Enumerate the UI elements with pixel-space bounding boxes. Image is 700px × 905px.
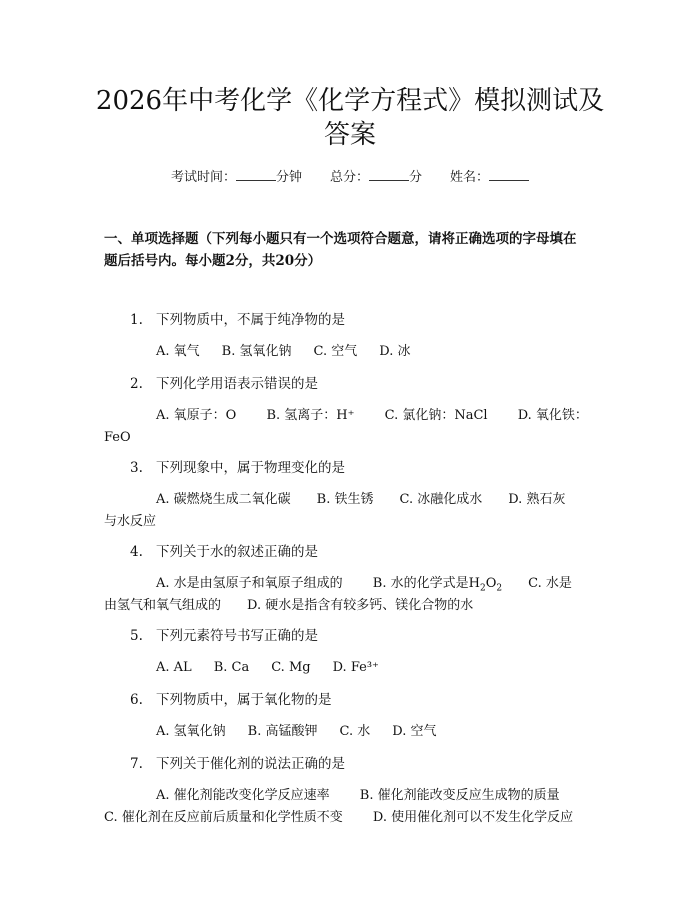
question-number: 2. [130,376,143,392]
question-text: 下列关于水的叙述正确的是 [156,544,318,560]
option-b[interactable]: B. Ca [213,660,250,675]
option-c[interactable]: C. 空气 [313,344,358,359]
question-number: 4. [130,544,143,560]
question-text: 下列现象中，属于物理变化的是 [156,460,345,476]
option-d[interactable]: D. 冰 [379,344,411,359]
question-6-options [104,722,604,742]
option-b[interactable]: B. 高锰酸钾 [247,724,318,739]
question-3-stem [104,458,624,478]
question-number: 6. [130,692,143,708]
section-heading-line2: 题后括号内。每小题2分，共20分） [104,253,322,269]
options-text-a[interactable]: A. 水是由氢原子和氧原子组成的 B. 水的化学式是H [156,576,480,591]
name-label: 姓名： [450,170,490,185]
option-d[interactable]: D. Fe³⁺ [332,660,379,675]
question-3-options-line1 [104,490,604,510]
question-number: 7. [130,756,143,772]
question-5-stem [104,626,624,646]
page-title-line2: 答案 [323,120,376,150]
question-2-stem [104,374,624,394]
question-7-stem [104,754,624,774]
question-number: 5. [130,628,143,644]
question-1-options [104,342,604,362]
option-c[interactable]: C. Mg [271,660,311,675]
page-title-line1: 2026年中考化学《化学方程式》模拟测试及 [95,86,605,116]
question-2-options-line1 [104,406,604,426]
question-4-stem [104,542,624,562]
question-2-options-line2: FeO [104,430,131,445]
option-c[interactable]: C. 水 [339,724,371,739]
option-a[interactable]: A. 氢氧化钠 [156,724,226,739]
subscript-2: 2 [496,583,503,594]
score-blank[interactable] [369,168,409,181]
option-a[interactable]: A. AL [156,660,192,675]
option-d[interactable]: D. 空气 [392,724,437,739]
question-text: 下列物质中，属于氧化物的是 [156,692,332,708]
question-1-stem [104,310,624,330]
options-text[interactable]: A. 催化剂能改变化学反应速率 B. 催化剂能改变反应生成物的质量 [156,788,560,803]
option-a[interactable]: A. 氧气 [156,344,200,359]
question-7-options-line1 [104,786,604,806]
section-heading [104,228,624,272]
exam-meta [0,168,700,188]
name-blank[interactable] [489,168,529,181]
question-6-stem [104,690,624,710]
time-blank[interactable] [236,168,276,181]
question-4-options-line1 [104,574,604,599]
option-b[interactable]: B. 氢氧化钠 [221,344,292,359]
subscript-2: 2 [479,583,486,594]
options-text[interactable]: A. 氧原子：O B. 氢离子：H⁺ C. 氯化钠：NaCl D. 氧化铁： [156,408,588,423]
options-text-c[interactable]: C. 水是 [502,576,572,591]
section-heading-line1: 一、单项选择题（下列每小题只有一个选项符合题意，请将正确选项的字母填在 [104,231,577,247]
options-text[interactable]: A. 碳燃烧生成二氧化碳 B. 铁生锈 C. 冰融化成水 D. 熟石灰 [156,492,566,507]
question-4-options-line2: 由氢气和氧气组成的 D. 硬水是指含有较多钙、镁化合物的水 [104,598,474,613]
time-unit: 分钟 [275,170,302,185]
question-number: 1. [130,312,143,328]
time-label: 考试时间： [170,170,236,185]
question-3-options-line2: 与水反应 [104,514,157,529]
question-text: 下列物质中，不属于纯净物的是 [156,312,345,328]
question-text: 下列化学用语表示错误的是 [156,376,318,392]
score-unit: 分 [409,170,423,185]
question-number: 3. [130,460,143,476]
question-7-options-line2[interactable]: C. 催化剂在反应前后质量和化学性质不变 D. 使用催化剂可以不发生化学反应 [104,810,574,825]
options-text-o: O [485,576,497,591]
question-5-options [104,658,604,678]
question-text: 下列元素符号书写正确的是 [156,628,318,644]
question-text: 下列关于催化剂的说法正确的是 [156,756,345,772]
score-label: 总分： [329,170,369,185]
